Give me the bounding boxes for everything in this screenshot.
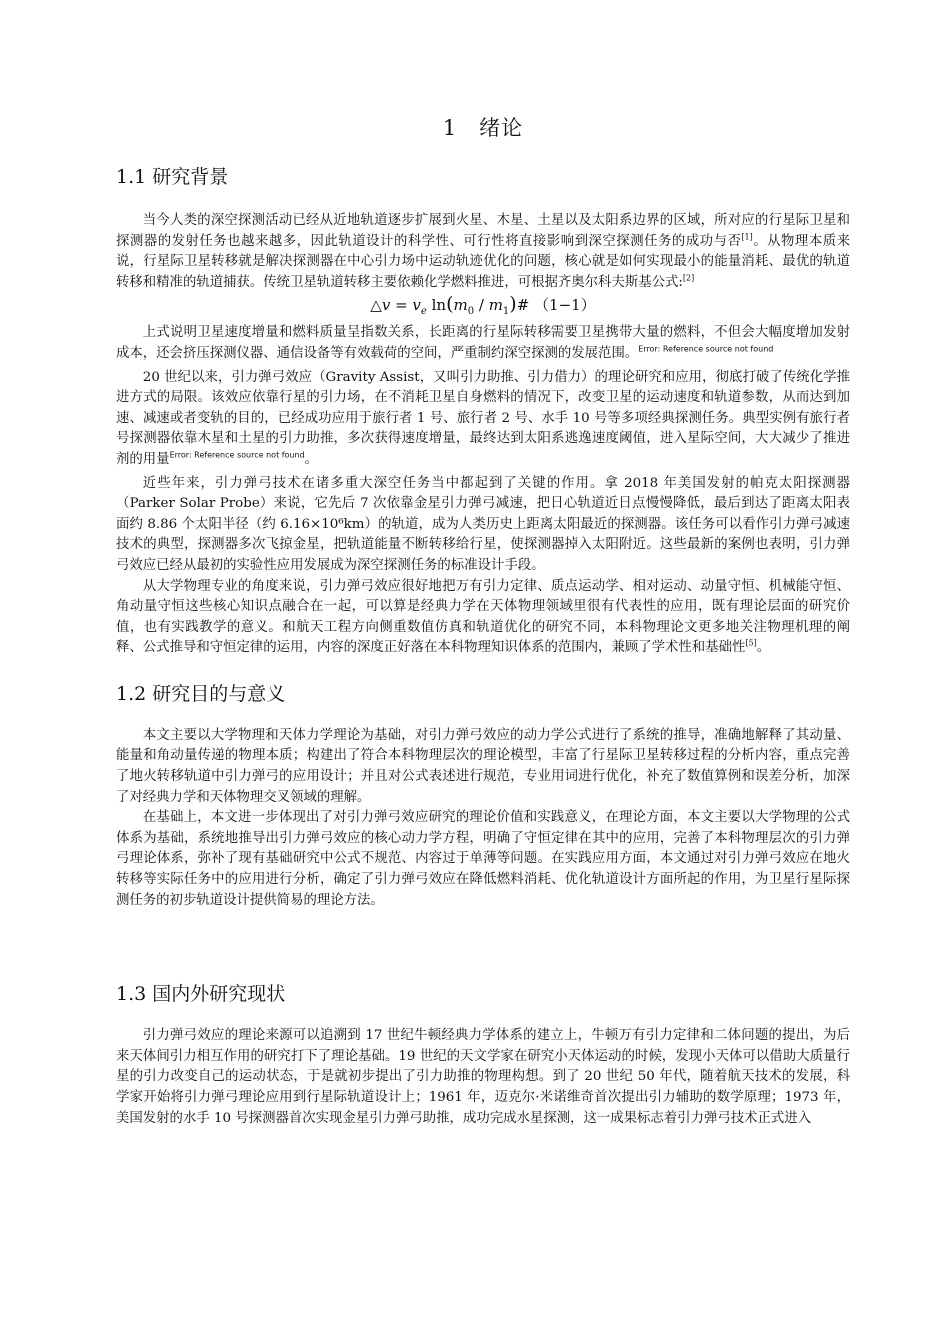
paragraph: 引力弹弓效应的理论来源可以追溯到 17 世纪牛顿经典力学体系的建立上，牛顿万有引力定律和二体问题的提出，为后来天体间引力相互作用的研究打下了理论基础。19 世纪的天文学家在研究小天体运动的时候，发现小天体可以借助大质量行星的引力改变自己的运动状态，于是就初步提出了引力助推的物理构想。到了 20 世纪 50 年代，随着航天技术的发展，科学家开始将引力弹弓理论应用到行星际轨道设计上；1961 年，迈克尔·米诺维奇首次提出引力辅助的数学原理；1973 年，美国发射的水手 10 号探测器首次实现金星引力弹弓助推，成功完成水星探测，这一成果标志着引力弹弓技术正式进入 bbox=[116, 1028, 850, 1126]
section-heading-1-2: 1.2 研究目的与意义 bbox=[116, 682, 286, 705]
paragraph: 当今人类的深空探测活动已经从近地轨道逐步扩展到火星、木星、土星以及太阳系边界的区域，所对应的行星际卫星和探测器的发射任务也越来越多，因此轨道设计的科学性、可行性将直接影响到深空探测任务的成功与否[1]。从物理本质来说，行星际卫星转移就是解决探测器在中心引力场中运动轨迹优化的问题，核心就是如何实现最小的能量消耗、最优的轨道转移和精准的轨道捕获。传统卫星轨道转移主要依赖化学燃料推进，可根据齐奥尔科夫斯基公式:[2] bbox=[116, 213, 850, 290]
paragraph: 上式说明卫星速度增量和燃料质量呈指数关系，长距离的行星际转移需要卫星携带大量的燃料，不但会大幅度增加发射成本，还会挤压探测仪器、通信设备等有效载荷的空间，严重制约深空探测的发展范围。$^{Error: Reference source not found}$ bbox=[116, 325, 850, 361]
paragraph: 本文主要以大学物理和天体力学理论为基础，对引力弹弓效应的动力学公式进行了系统的推导，准确地解释了其动量、能量和角动量传递的物理本质；构建出了符合本科物理层次的理论模型，丰富了行星际卫星转移过程的分析内容，重点完善了地火转移轨道中引力弹弓的应用设计；并且对公式表述进行规范，专业用词进行优化，补充了数值算例和误差分析，加深了对经典力学和天体物理交叉领域的理解。 bbox=[116, 727, 850, 805]
paragraph: 近些年来，引力弹弓技术在诸多重大深空任务当中都起到了关键的作用。拿 2018 年美国发射的帕克太阳探测器（Parker Solar Probe）来说，它先后 7 次依靠金星引力弹弓减速，把日心轨道近日点慢慢降低，最后到达了距离太阳表面约 8.86 个太阳半径（约 6.16×10⁶km）的轨道，成为人类历史上距离太阳最近的探测器。该任务可以看作引力弹弓减速技术的典型，探测器多次飞掠金星，把轨道能量不断转移给行星，使探测器掉入太阳附近。这些最新的案例也表明，引力弹弓效应已经从最初的实验性应用发展成为深空探测任务的标准设计手段。 bbox=[116, 475, 850, 573]
paragraph: 在基础上，本文进一步体现出了对引力弹弓效应研究的理论价值和实践意义，在理论方面，本文主要以大学物理的公式体系为基础，系统地推导出引力弹弓效应的核心动力学方程，明确了守恒定律在其中的应用，完善了本科物理层次的引力弹弓理论体系，弥补了现有基础研究中公式不规范、内容过于单薄等问题。在实践应用方面，本文通过对引力弹弓效应在地火转移等实际任务中的应用进行分析，确定了引力弹弓效应在降低燃料消耗、优化轨道设计方面所起的作用，为卫星行星际探测任务的初步轨道设计提供简易的理论方法。 bbox=[116, 810, 850, 908]
page-content bbox=[116, 112, 850, 1129]
reference-error: Error: Reference source not found bbox=[638, 344, 774, 354]
citation: [1] bbox=[741, 232, 753, 242]
citation: [5] bbox=[745, 638, 757, 648]
section-heading-1-1: 1.1 研究背景 bbox=[116, 166, 229, 188]
paragraph: 从大学物理专业的角度来说，引力弹弓效应很好地把万有引力定律、质点运动学、相对运动、动量守恒、机械能守恒、角动量守恒这些核心知识点融合在一起，可以算是经典力学在天体物理领域里很有代表性的应用，既有理论层面的研究价值，也有实践教学的意义。和航天工程方向侧重数值仿真和轨道优化的研究不同，本科物理论文更多地关注物理机理的阐释、公式推导和守恒定律的运用，内容的深度正好落在本科物理知识体系的范围内，兼顾了学术性和基础性[5]。 bbox=[116, 578, 850, 656]
paragraph: 20 世纪以来，引力弹弓效应（Gravity Assist，又叫引力助推、引力借力）的理论研究和应用，彻底打破了传统化学推进方式的局限。该效应依靠行星的引力场，在不消耗卫星自身燃料的情况下，改变卫星的运动速度和轨道参数，从而达到加速、减速或者变轨的目的，已经成功应用于旅行者 1 号、旅行者 2 号、水手 10 号等多项经典探测任务。典型实例有旅行者号探测器依靠木星和土星的引力助推，多次获得速度增量，最终达到太阳系逃逸速度阈值，进入星际空间，大大减少了推进剂的用量$^{Error: Reference source not found}$。 bbox=[116, 369, 850, 467]
section-heading-1-3: 1.3 国内外研究现状 bbox=[116, 983, 286, 1006]
equation-1-1: △v = $v_e$ $\ln(m_0$ / $m_1)\#$ （1−1） bbox=[370, 293, 596, 318]
chapter-title: 1 绪论 bbox=[442, 116, 524, 140]
reference-error: Error: Reference source not found bbox=[169, 450, 305, 460]
citation: [2] bbox=[682, 273, 695, 283]
